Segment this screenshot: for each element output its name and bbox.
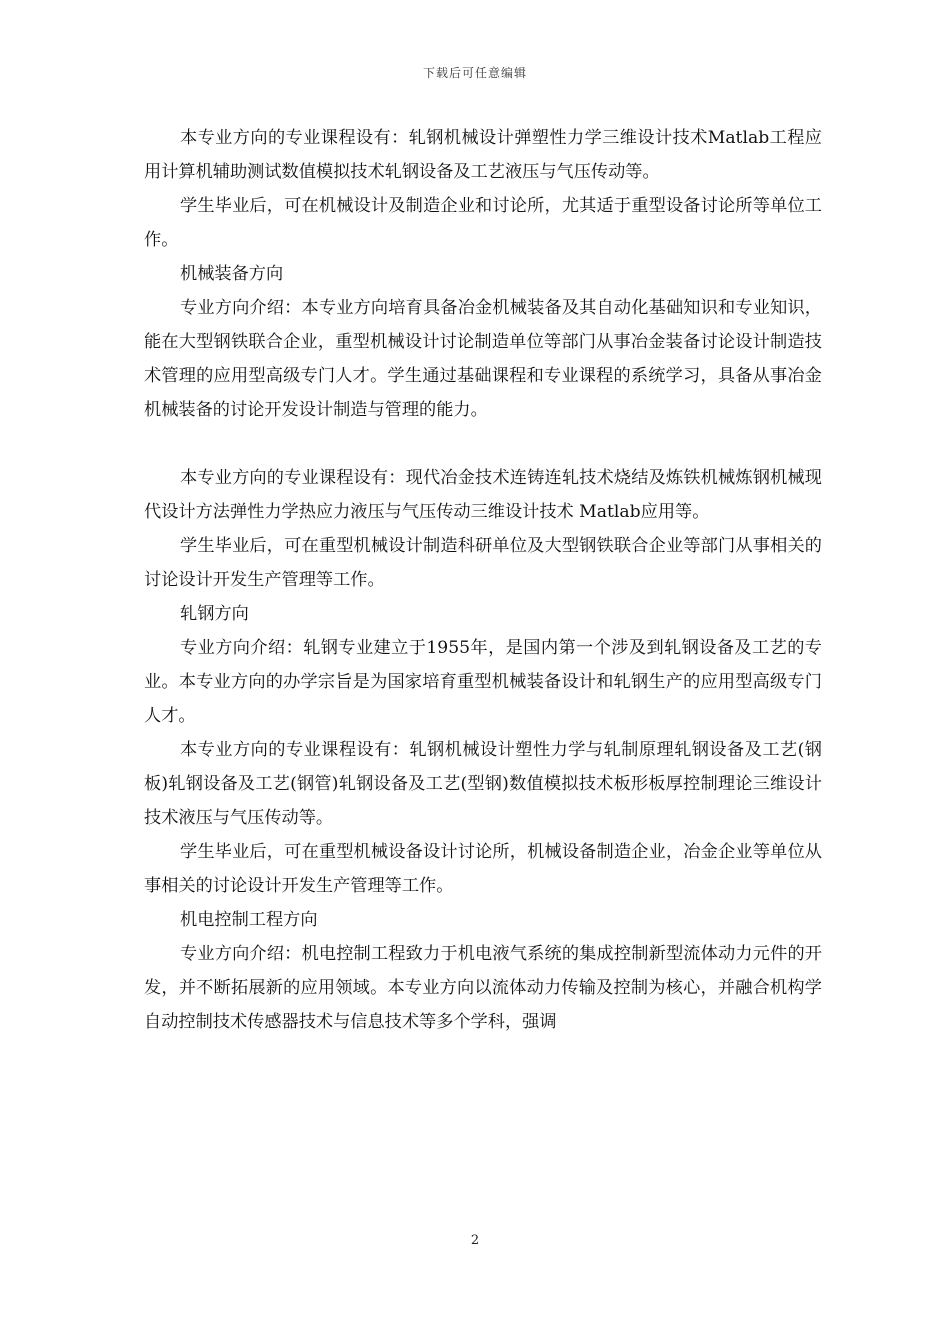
paragraph-courses-steel-rolling: 本专业方向的专业课程设有：轧钢机械设计塑性力学与轧制原理轧钢设备及工艺(钢板)轧钢设备及工艺(钢管)轧钢设备及工艺(型钢)数值模拟技术板形板厚控制理论三维设计技术液压与气压传动等。 [144, 740, 822, 828]
section-heading-steel-rolling: 轧钢方向 [180, 604, 249, 624]
paragraph-intro-mechanical-equipment: 专业方向介绍：本专业方向培育具备冶金机械装备及其自动化基础知识和专业知识，能在大型钢铁联合企业，重型机械设计讨论制造单位等部门从事冶金装备讨论设计制造技术管理的应用型高级专门人才。学生通过基础课程和专业课程的系统学习，具备从事冶金机械装备的讨论开发设计制造与管理的能力。 [144, 298, 822, 420]
paragraph-graduates-mechanical-equipment: 学生毕业后，可在重型机械设计制造科研单位及大型钢铁联合企业等部门从事相关的讨论设计开发生产管理等工作。 [144, 536, 822, 590]
paragraph-graduates-steel-rolling: 学生毕业后，可在重型机械设备设计讨论所，机械设备制造企业，冶金企业等单位从事相关的讨论设计开发生产管理等工作。 [144, 842, 822, 896]
document-body [144, 121, 822, 1039]
paragraph-intro-electromechanical-control: 专业方向介绍：机电控制工程致力于机电液气系统的集成控制新型流体动力元件的开发，并不断拓展新的应用领域。本专业方向以流体动力传输及控制为核心，并融合机构学自动控制技术传感器技术与信息技术等多个学科，强调 [144, 944, 822, 1032]
paragraph-courses-mechanical-equipment: 本专业方向的专业课程设有：现代冶金技术连铸连轧技术烧结及炼铁机械炼钢机械现代设计方法弹性力学热应力液压与气压传动三维设计技术 Matlab应用等。 [144, 468, 822, 522]
section-heading-electromechanical-control: 机电控制工程方向 [180, 910, 318, 930]
paragraph-graduates-rolling-machinery: 学生毕业后，可在机械设计及制造企业和讨论所，尤其适于重型设备讨论所等单位工作。 [144, 196, 822, 250]
page-header: 下载后可任意编辑 [422, 66, 527, 80]
page-number: 2 [470, 1233, 480, 1248]
section-heading-mechanical-equipment: 机械装备方向 [180, 264, 284, 284]
paragraph-courses-rolling-machinery: 本专业方向的专业课程设有：轧钢机械设计弹塑性力学三维设计技术Matlab工程应用计算机辅助测试数值模拟技术轧钢设备及工艺液压与气压传动等。 [144, 128, 822, 182]
paragraph-intro-steel-rolling: 专业方向介绍：轧钢专业建立于1955年，是国内第一个涉及到轧钢设备及工艺的专业。本专业方向的办学宗旨是为国家培育重型机械装备设计和轧钢生产的应用型高级专门人才。 [144, 638, 822, 726]
